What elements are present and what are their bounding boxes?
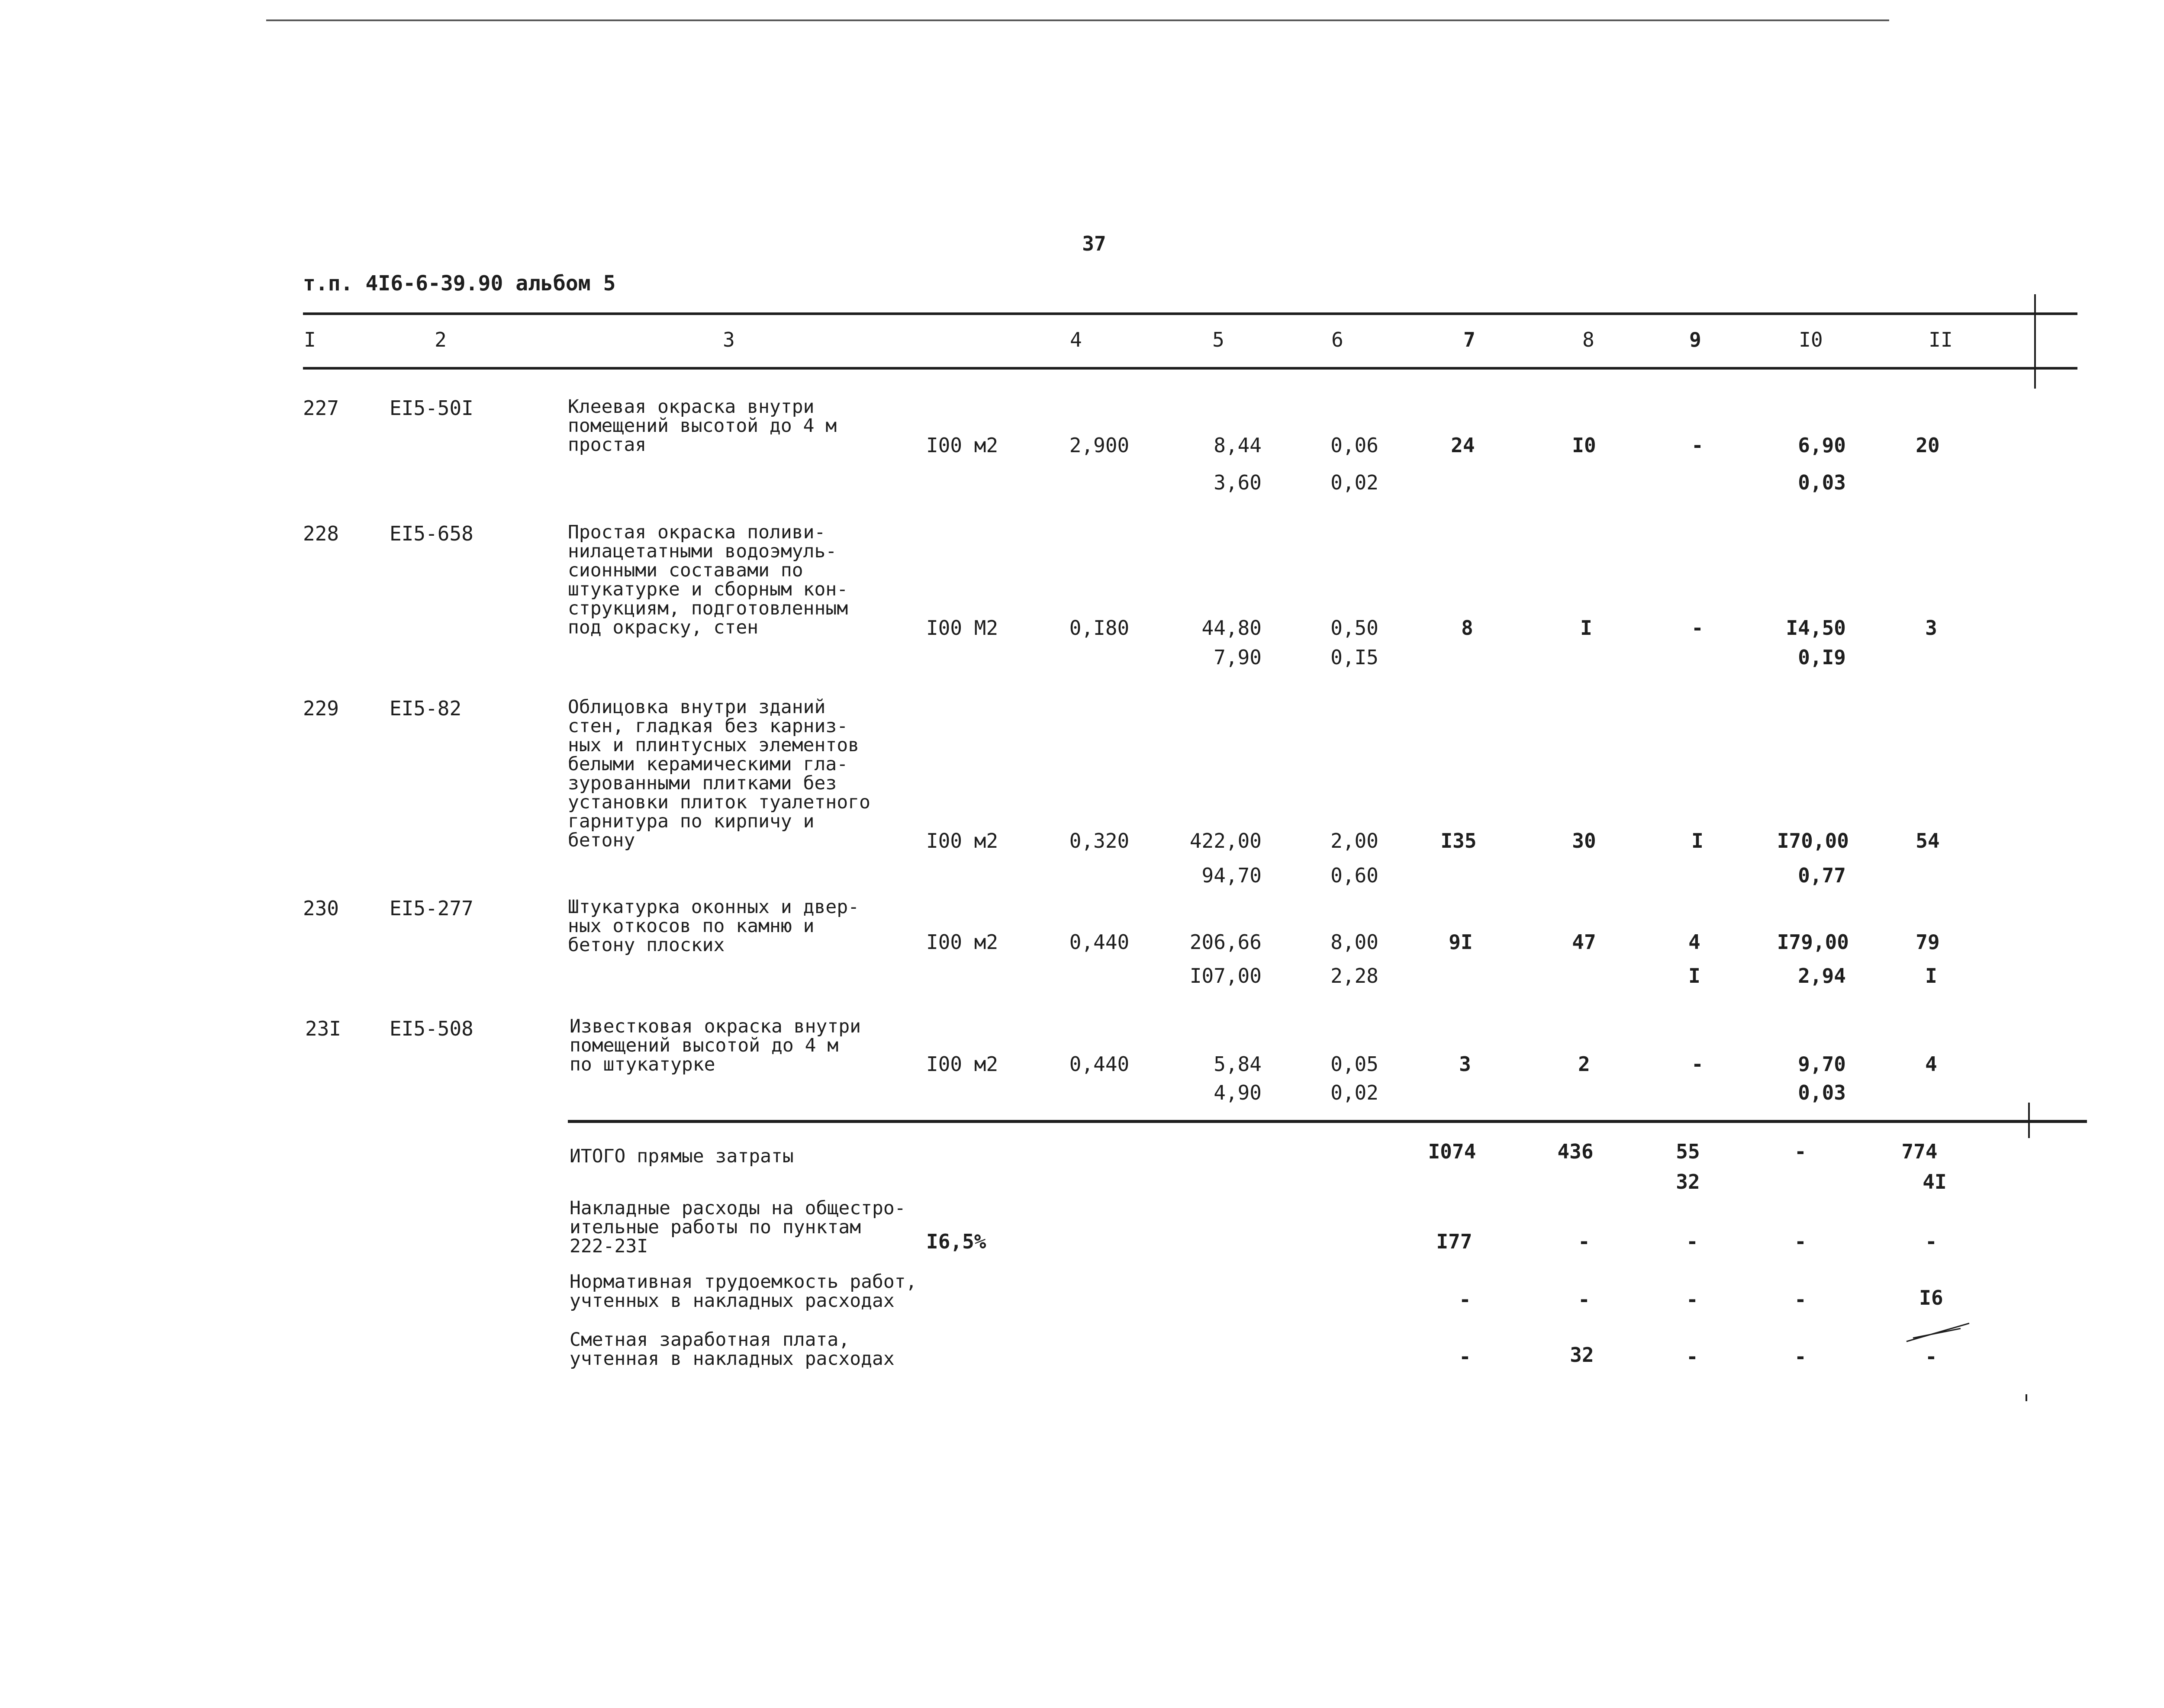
row-col6-a: 8,00 xyxy=(1330,930,1378,954)
row-number: 228 xyxy=(303,522,339,545)
row-col8: 30 xyxy=(1572,829,1596,852)
row-col9-b: I xyxy=(1688,964,1700,987)
row-col9-a: - xyxy=(1691,434,1704,457)
column-header: 8 xyxy=(1582,328,1594,351)
row-col8: 2 xyxy=(1578,1052,1590,1076)
row-col9-a: 4 xyxy=(1688,930,1700,954)
totals-col8: 436 xyxy=(1557,1140,1594,1163)
column-header: 7 xyxy=(1463,328,1475,351)
row-quantity: 0,440 xyxy=(1069,1052,1130,1076)
row-quantity: 0,320 xyxy=(1069,829,1130,852)
totals-col11: - xyxy=(1925,1345,1937,1368)
totals-col9-a: - xyxy=(1686,1345,1698,1368)
row-col7: I35 xyxy=(1440,829,1477,852)
row-col5-b: 4,90 xyxy=(1214,1081,1262,1104)
totals-col8: - xyxy=(1578,1230,1590,1253)
row-description: Облицовка внутри зданий стен, гладкая без карниз- ных и плинтусных элементов белыми керамическими гла- зурованными плитками без установки плиток туалетного гарнитура по кирпичу и бетону xyxy=(568,696,870,851)
row-unit: I00 м2 xyxy=(926,434,998,457)
totals-col7: I074 xyxy=(1428,1140,1476,1163)
row-col5-b: 3,60 xyxy=(1214,471,1262,494)
row-col6-a: 0,05 xyxy=(1330,1052,1378,1076)
row-col11-a: 4 xyxy=(1925,1052,1937,1076)
totals-col9-a: - xyxy=(1686,1230,1698,1253)
row-col10-a: 6,90 xyxy=(1798,434,1846,457)
row-description: Штукатурка оконных и двер- ных откосов по камню и бетону плоских xyxy=(568,896,860,956)
row-col6-b: 2,28 xyxy=(1330,964,1378,987)
row-code: EI5-658 xyxy=(390,522,473,545)
totals-col8: - xyxy=(1578,1288,1590,1311)
row-col6-b: 0,60 xyxy=(1330,864,1378,887)
row-col6-b: 0,02 xyxy=(1330,1081,1378,1104)
totals-col9-a: - xyxy=(1686,1288,1698,1311)
row-quantity: 2,900 xyxy=(1069,434,1130,457)
row-col11-a: 54 xyxy=(1916,829,1940,852)
totals-col11-b: 4I xyxy=(1922,1170,1947,1193)
row-col9-a: - xyxy=(1691,1052,1704,1076)
totals-col10: - xyxy=(1794,1230,1807,1253)
row-description: Простая окраска поливи- нилацетатными водоэмуль- сионными составами по штукатурке и сборным кон- струкциям, подготовленным под окраску, стен xyxy=(568,521,848,638)
document-reference: т.п. 4I6-6-39.90 альбом 5 xyxy=(303,271,616,296)
totals-col10: - xyxy=(1794,1288,1807,1311)
row-number: 23I xyxy=(305,1017,341,1040)
scan-speck xyxy=(2026,1394,2027,1401)
row-col5-b: I07,00 xyxy=(1189,964,1262,987)
column-header: II xyxy=(1929,328,1953,351)
row-col5-a: 44,80 xyxy=(1201,616,1262,640)
row-col7: 24 xyxy=(1451,434,1475,457)
totals-col11: - xyxy=(1925,1230,1937,1253)
row-number: 230 xyxy=(303,897,339,920)
row-number: 229 xyxy=(303,697,339,720)
header-top-rule xyxy=(303,312,2077,315)
row-code: EI5-50I xyxy=(390,396,473,420)
totals-col8: 32 xyxy=(1570,1343,1594,1367)
row-description: Известковая окраска внутри помещений высотой до 4 м по штукатурке xyxy=(570,1016,861,1075)
totals-col11: I6 xyxy=(1919,1286,1943,1309)
column-header: 2 xyxy=(435,328,447,351)
row-unit: I00 M2 xyxy=(926,616,998,640)
row-col10-a: I4,50 xyxy=(1786,616,1846,640)
row-col8: I0 xyxy=(1572,434,1596,457)
row-number: 227 xyxy=(303,396,339,420)
row-col5-a: 206,66 xyxy=(1189,930,1262,954)
totals-col7: I77 xyxy=(1436,1230,1472,1253)
row-col10-b: 2,94 xyxy=(1798,964,1846,987)
totals-col11: 774 xyxy=(1901,1140,1938,1163)
totals-label: Сметная заработная плата, учтенная в накладных расходах xyxy=(570,1329,895,1370)
row-col11-a: 3 xyxy=(1925,616,1937,640)
row-col5-b: 7,90 xyxy=(1214,646,1262,669)
row-col10-b: 0,03 xyxy=(1798,1081,1846,1104)
row-col7: 9I xyxy=(1449,930,1473,954)
row-col6-a: 0,06 xyxy=(1330,434,1378,457)
row-code: EI5-508 xyxy=(390,1017,473,1040)
row-description: Клеевая окраска внутри помещений высотой до 4 м простая xyxy=(568,396,837,456)
row-col10-b: 0,I9 xyxy=(1798,646,1846,669)
row-col10-b: 0,77 xyxy=(1798,864,1846,887)
row-code: EI5-82 xyxy=(390,697,462,720)
totals-col9-a: 55 xyxy=(1676,1140,1700,1163)
row-col9-a: I xyxy=(1691,829,1704,852)
row-col10-a: I70,00 xyxy=(1777,829,1849,852)
row-unit: I00 м2 xyxy=(926,1052,998,1076)
column-header: 6 xyxy=(1331,328,1343,351)
column-header: 4 xyxy=(1070,328,1082,351)
row-col10-a: 9,70 xyxy=(1798,1052,1846,1076)
row-col8: I xyxy=(1580,616,1592,640)
right-border xyxy=(2034,294,2036,389)
totals-col10: - xyxy=(1794,1140,1807,1163)
column-header: 9 xyxy=(1689,328,1701,351)
page-number: 37 xyxy=(1082,232,1106,255)
row-col8: 47 xyxy=(1572,930,1596,954)
top-edge-line xyxy=(266,19,1889,21)
row-col5-a: 422,00 xyxy=(1189,829,1262,852)
row-col11-a: 20 xyxy=(1916,434,1940,457)
header-bottom-rule xyxy=(303,367,2077,370)
row-col9-a: - xyxy=(1691,616,1704,640)
totals-rule xyxy=(568,1120,2087,1123)
row-code: EI5-277 xyxy=(390,897,473,920)
totals-col10: - xyxy=(1794,1345,1807,1368)
row-col6-a: 2,00 xyxy=(1330,829,1378,852)
row-col7: 8 xyxy=(1461,616,1473,640)
row-col10-a: I79,00 xyxy=(1777,930,1849,954)
totals-unit: I6,5% xyxy=(926,1230,986,1253)
pen-stroke-mark xyxy=(1904,1320,1974,1346)
column-header: I0 xyxy=(1799,328,1823,351)
row-col5-a: 5,84 xyxy=(1214,1052,1262,1076)
row-col5-b: 94,70 xyxy=(1201,864,1262,887)
row-col6-b: 0,I5 xyxy=(1330,646,1378,669)
column-header: 3 xyxy=(723,328,735,351)
totals-col7: - xyxy=(1459,1288,1471,1311)
row-col10-b: 0,03 xyxy=(1798,471,1846,494)
row-col6-b: 0,02 xyxy=(1330,471,1378,494)
row-col5-a: 8,44 xyxy=(1214,434,1262,457)
row-col6-a: 0,50 xyxy=(1330,616,1378,640)
row-quantity: 0,I80 xyxy=(1069,616,1130,640)
totals-col7: - xyxy=(1459,1345,1471,1368)
row-unit: I00 м2 xyxy=(926,930,998,954)
column-header: 5 xyxy=(1212,328,1224,351)
totals-col9-b: 32 xyxy=(1676,1170,1700,1193)
column-header: I xyxy=(304,328,316,351)
totals-label: ИТОГО прямые затраты xyxy=(570,1145,794,1167)
totals-rule-tick xyxy=(2028,1103,2030,1138)
totals-label: Накладные расходы на общестро- ительные работы по пунктам 222-23I xyxy=(570,1197,906,1257)
totals-label: Нормативная трудоемкость работ, учтенных в накладных расходах xyxy=(570,1271,917,1312)
row-col11-a: 79 xyxy=(1916,930,1940,954)
row-col7: 3 xyxy=(1459,1052,1471,1076)
row-col11-b: I xyxy=(1925,964,1937,987)
row-unit: I00 м2 xyxy=(926,829,998,852)
row-quantity: 0,440 xyxy=(1069,930,1130,954)
